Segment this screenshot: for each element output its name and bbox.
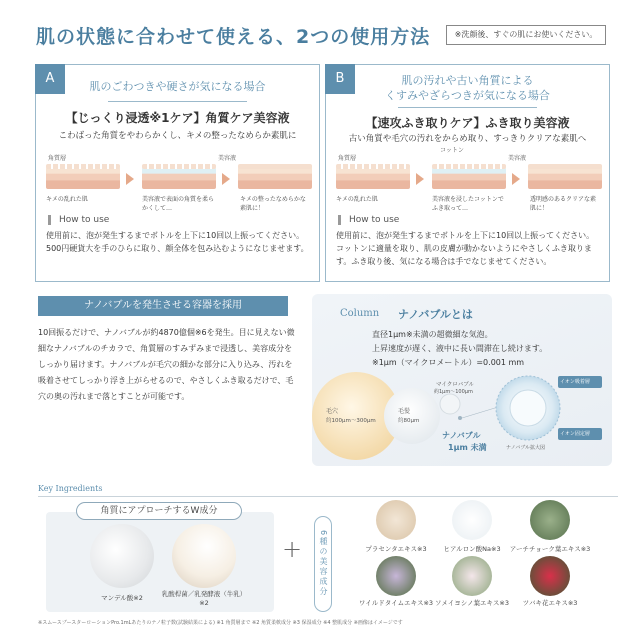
enlarge-label: ナノバブル拡大図 [506,445,546,451]
serum-label: 美容液 [218,155,237,162]
thumb-4-caption: ワイルドタイムエキス※3 [358,599,434,607]
mandelic-acid-image [90,524,154,588]
key-ingredients-title: Key Ingredients [38,484,103,493]
six-ingredients-label: 6種の美容成分 [314,516,332,612]
badge-a: A [35,64,65,94]
nano-bubble-dot [458,416,462,420]
nano-section-text: 10回振るだけで、ナノバブルが約4870億個※6を発生。目に見えない微細なナノバブルのチカラで、角質層のすみずみまで浸透し、美容成分をしっかり届けます。ナノバブルが毛穴の細かな部分に入り込み、汚れを吸着させてしっかり浮き上がらせるので、やさしくふき取るだけで、毛穴の奥の汚れまで落とすことが可能です。 [38,328,295,401]
rough-skin-illustration [336,167,410,189]
thumb-1-caption: プラセンタエキス※3 [365,545,427,553]
thumb-2-caption: ヒアルロン酸Na※3 [443,545,501,553]
skin-diagram-a [42,153,313,215]
method-card-a [35,64,320,282]
smooth-skin-illustration [238,167,312,189]
how-to-use-text: 使用前に、泡が発生するまでボトルを上下に10回以上振ってください。500円硬貨大を手のひらに取り、顔全体を包み込むようになじませます。 [46,231,309,253]
divider [108,101,247,102]
thumb-6-caption: ツバキ花エキス※3 [522,599,578,607]
column-heading: ナノバブルとは [398,308,473,321]
arrow-right-icon [512,173,520,185]
artichoke-image [530,500,570,540]
column-line3: ※1μm（マイクロメートル）=0.001 mm [372,358,525,367]
column-line2: 上昇速度が遅く、液中に長い間滞在し続けます。 [372,344,548,353]
pore-label: 毛穴 [326,408,339,415]
layer-label: 角質層 [48,155,67,162]
column-title: Column [340,308,380,319]
caption-2: 美容液で表面の角質を柔らかくして… [142,196,215,212]
card-b-heading: 【速攻ふき取りケア】ふき取り美容液 [365,116,570,130]
method-card-b [325,64,610,282]
card-a-heading: 【じっくり浸透※1ケア】角質ケア美容液 [65,111,290,125]
card-b-description: 古い角質や毛穴の汚れをからめ取り、すっきりクリアな素肌へ [348,134,587,144]
how-to-use-label: How to use [48,215,109,225]
divider [398,107,537,108]
micro-label: マイクロバブル [436,382,475,388]
arrow-right-icon [416,173,424,185]
usage-note: ※洗顔後、すぐの肌にお使いください。 [446,25,606,45]
clear-skin-illustration [528,167,602,189]
how-to-use-text: 使用前に、泡が発生するまでボトルを上下に10回以上振ってください。コットンに適量を取り、肌の皮膚が動かないようにやさしくふき取ります。ふき取り後、気になる場合は手でなじませてください。 [336,231,595,266]
wild-thyme-image [376,556,416,596]
micro-size: 約1μm〜100μm [434,389,473,395]
caption-3: キメの整ったなめらかな素肌に！ [240,196,306,212]
card-b-subtitle-line2: くすみやざらつきが気になる場合 [385,89,550,102]
column-line1: 直径1μm※未満の超微細な気泡。 [372,330,493,339]
micro-bubble [440,394,460,414]
arrow-right-icon [126,173,134,185]
hair-size: 約80μm [398,418,420,424]
nano-section-label: ナノバブルを発生させる容器を採用 [38,296,288,316]
card-b-subtitle-line1: 肌の汚れや古い角質による [401,74,534,87]
placenta-image [376,500,416,540]
caption-3: 透明感のあるクリアな素肌に！ [530,196,597,212]
caption-1: キメの乱れた肌 [46,196,88,203]
footnote: ※スムースブースターローションPro.1mLあたりのナノ粒子数(試験結果による) ※1 角質層まで ※2 角質柔軟成分 ※3 保湿成分 ※4 整肌成分 ※画像はイメージです [38,620,403,626]
column-panel [312,294,612,466]
caption-2: 美容液を浸したコットンでふき取って… [432,196,504,212]
hair-label: 毛髪 [398,408,411,415]
how-to-use-label: How to use [338,215,399,225]
ingredient-2-caption: 乳酸桿菌／乳発酵液（牛乳）※2 [161,590,247,607]
hyaluronic-image [452,500,492,540]
layer-label: 角質層 [338,155,357,162]
card-a-description: こわばった角質をやわらかくし、キメの整ったなめらか素肌に [58,131,297,141]
divider [38,496,618,497]
cotton-label: コットン [440,147,464,154]
pore-size: 約100μm〜300μm [326,418,376,424]
ion-neg-label: イオン吸着層 [560,379,590,385]
soften-skin-illustration [142,167,216,189]
arrow-right-icon [222,173,230,185]
card-a-subtitle: 肌のごわつきや硬さが気になる場合 [89,80,266,93]
plus-icon: + [282,535,303,563]
lactobacillus-image [172,524,236,588]
page-title: 肌の状態に合わせて使える、2つの使用方法 [36,26,431,48]
ingredient-1-caption: マンデル酸※2 [101,594,143,602]
sakura-leaf-image [452,556,492,596]
ion-fix-label: イオン固定層 [560,431,590,437]
caption-1: キメの乱れた肌 [336,196,378,203]
skin-diagram-b [332,147,603,215]
card-b-subtitle [326,73,609,103]
nano-size: 1μm 未満 [448,443,487,452]
key-ingredients-label: 角質にアプローチするW成分 [76,502,242,520]
camellia-image [530,556,570,596]
thumb-3-caption: アーチチョーク葉エキス※3 [509,545,591,553]
thumb-5-caption: ソメイヨシノ葉エキス※3 [435,599,509,607]
nano-label: ナノバブル [442,431,481,440]
serum-label: 美容液 [508,155,527,162]
wipe-skin-illustration [432,167,506,189]
badge-b: B [325,64,355,94]
rough-skin-illustration [46,167,120,189]
